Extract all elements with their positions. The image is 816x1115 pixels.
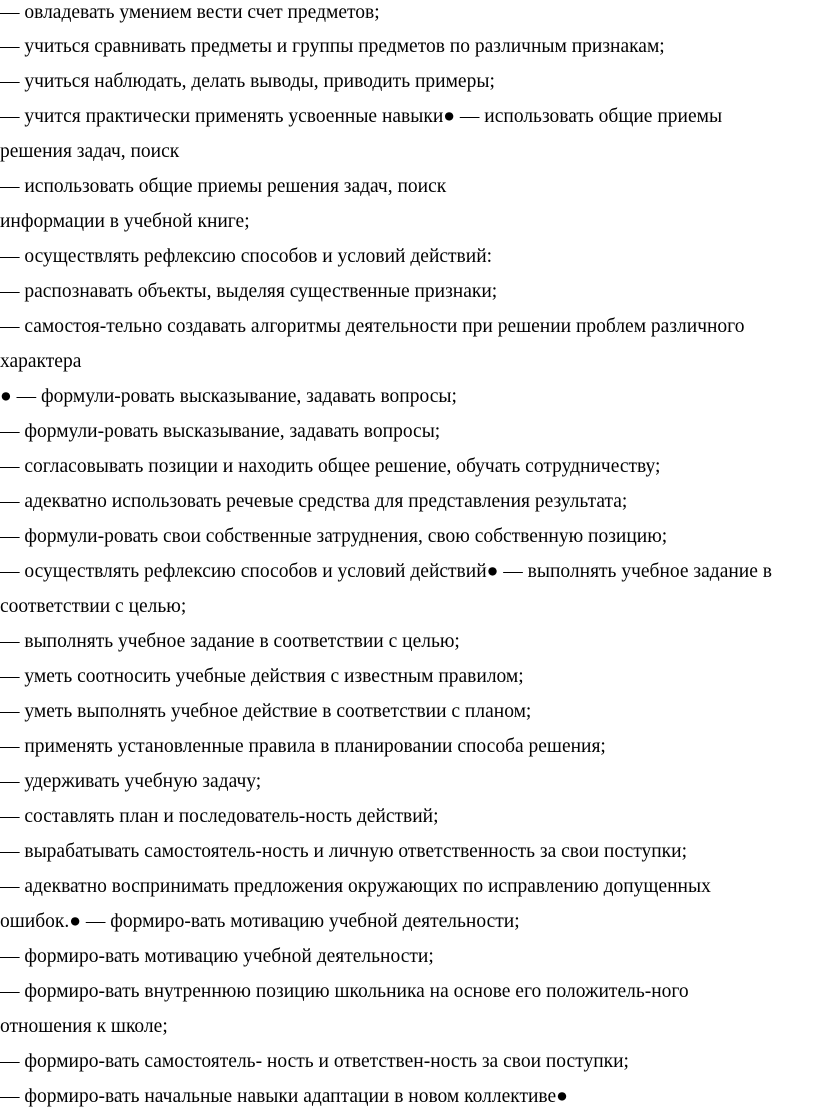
text-line: — формиро-вать начальные навыки адаптации в новом коллективе● [0, 1086, 568, 1107]
text-line: — адекватно использовать речевые средства для представления результата; [0, 491, 628, 512]
text-line: — овладевать умением вести счет предметов; [0, 2, 380, 23]
text-line: — осуществлять рефлексию способов и условий действий● — выполнять учебное задание в [0, 561, 772, 582]
text-line: характера [0, 351, 82, 372]
text-line: — уметь соотносить учебные действия с известным правилом; [0, 666, 524, 687]
text-line: — формиро-вать внутреннюю позицию школьника на основе его положитель-ного [0, 981, 689, 1002]
text-line: — формиро-вать мотивацию учебной деятельности; [0, 946, 434, 967]
text-line: — использовать общие приемы решения задач, поиск [0, 176, 447, 197]
text-line: — согласовывать позиции и находить общее решение, обучать сотрудничеству; [0, 456, 661, 477]
text-line: ● — формули-ровать высказывание, задавать вопросы; [0, 386, 457, 407]
text-line: — учится практически применять усвоенные навыки● — использовать общие приемы [0, 106, 723, 127]
text-line: — уметь выполнять учебное действие в соответствии с планом; [0, 701, 532, 722]
text-line: — формули-ровать свои собственные затруднения, свою собственную позицию; [0, 526, 668, 547]
text-line: — распознавать объекты, выделяя существенные признаки; [0, 281, 498, 302]
text-line: ошибок.● — формиро-вать мотивацию учебной деятельности; [0, 911, 520, 932]
text-line: — осуществлять рефлексию способов и условий действий: [0, 246, 493, 267]
text-line: — формули-ровать высказывание, задавать вопросы; [0, 421, 441, 442]
text-line: — выполнять учебное задание в соответствии с целью; [0, 631, 460, 652]
text-line: — составлять план и последователь-ность действий; [0, 806, 439, 827]
text-line: — адекватно воспринимать предложения окружающих по исправлению допущенных [0, 876, 711, 897]
text-line: — формиро-вать самостоятель- ность и ответствен-ность за свои поступки; [0, 1051, 629, 1072]
text-line: соответствии с целью; [0, 596, 187, 617]
text-line: — применять установленные правила в планировании способа решения; [0, 736, 606, 757]
text-line: — удерживать учебную задачу; [0, 771, 262, 792]
text-line: — учиться наблюдать, делать выводы, приводить примеры; [0, 71, 495, 92]
text-line: — самостоя-тельно создавать алгоритмы деятельности при решении проблем различного [0, 316, 745, 337]
text-line: — учиться сравнивать предметы и группы предметов по различным признакам; [0, 36, 665, 57]
text-line: — вырабатывать самостоятель-ность и личную ответственность за свои поступки; [0, 841, 688, 862]
text-line: решения задач, поиск [0, 141, 180, 162]
text-line: информации в учебной книге; [0, 211, 250, 232]
text-line: отношения к школе; [0, 1016, 168, 1037]
